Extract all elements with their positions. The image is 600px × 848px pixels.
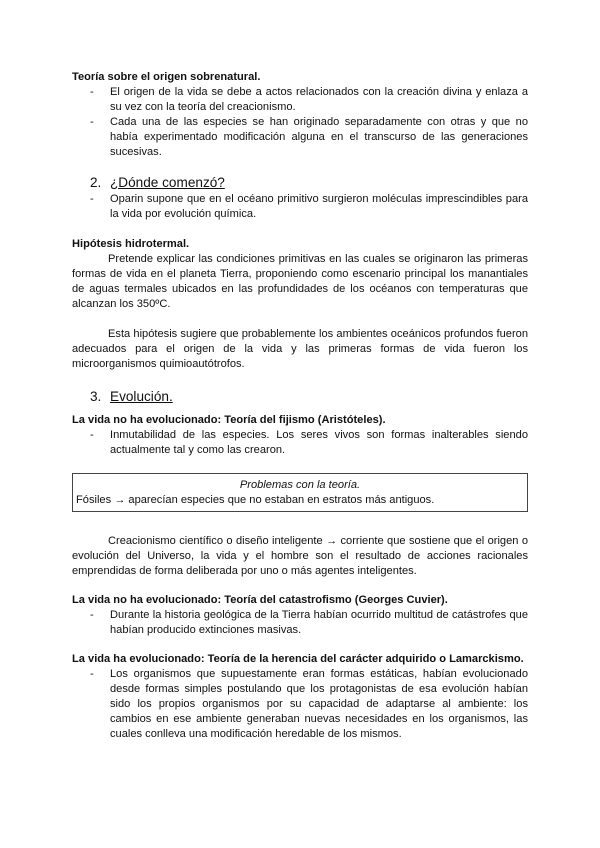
- origin-heading: Teoría sobre el origen sobrenatural.: [72, 71, 261, 83]
- problems-box-text: Fósiles → aparecían especies que no estaban en estratos más antiguos.: [76, 494, 435, 506]
- list-item-text: Inmutabilidad de las especies. Los seres vivos son formas inalterables siendo actualmente tal y como las crearon.: [110, 429, 528, 456]
- section-2-heading: [72, 174, 528, 192]
- list-item: [72, 608, 528, 638]
- bullet-dash: -: [90, 116, 94, 128]
- list-item-text: Durante la historia geológica de la Tierra habían ocurrido multitud de catástrofes que habían producido extinciones masivas.: [110, 609, 528, 636]
- fijismo-heading: La vida no ha evolucionado: Teoría del fijismo (Aristóteles).: [72, 414, 386, 426]
- section-3-heading: [72, 388, 528, 406]
- list-item-text: Cada una de las especies se han originado separadamente con otras y que no había experimentado modificación alguna en el transcurso de las generaciones sucesivas.: [110, 116, 528, 158]
- catastrofismo-heading: La vida no ha evolucionado: Teoría del catastrofismo (Georges Cuvier).: [72, 594, 448, 606]
- problems-box: [72, 473, 528, 512]
- bullet-dash: -: [90, 609, 94, 621]
- list-item: [72, 428, 528, 458]
- list-item-text: Oparin supone que en el océano primitivo surgieron moléculas imprescindibles para la vida por evolución química.: [110, 193, 528, 220]
- section-number: 3.: [90, 389, 102, 404]
- bullet-dash: -: [90, 429, 94, 441]
- fijismo-bullet-list: [72, 428, 528, 458]
- problems-box-title: Problemas con la teoría.: [239, 479, 361, 491]
- lamarck-heading: La vida ha evolucionado: Teoría de la herencia del carácter adquirido o Lamarckismo.: [72, 653, 524, 665]
- bullet-dash: -: [90, 193, 94, 205]
- document-page: [72, 70, 528, 742]
- section-title: ¿Dónde comenzó?: [110, 175, 225, 190]
- lamarck-bullet-list: [72, 667, 528, 742]
- list-item-text: Los organismos que supuestamente eran formas estáticas, habían evolucionado desde formas simples postulando que los protagonistas de esa evolución habían sido los propios organismos por su capacidad de adaptarse al ambiente: los cambios en ese ambiente generaban nuevas necesidades en los organismos, las cuales conlleva una modificación heredable de los mismos.: [110, 668, 528, 740]
- hydrothermal-paragraph-1: Pretende explicar las condiciones primitivas en las cuales se originaron las primeras formas de vida en el planeta Tierra, proponiendo como escenario principal los manantiales de aguas termales ubicados en las profundidades de los océanos con temperaturas que alcanzan los 350ºC.: [72, 253, 528, 310]
- catastrofismo-bullet-list: [72, 608, 528, 638]
- list-item: [72, 192, 528, 222]
- section-title: Evolución.: [110, 389, 173, 404]
- bullet-dash: -: [90, 668, 94, 680]
- list-item-text: El origen de la vida se debe a actos relacionados con la creación divina y enlaza a su vez con la teoría del creacionismo.: [110, 86, 528, 113]
- hydrothermal-paragraph-2: Esta hipótesis sugiere que probablemente los ambientes oceánicos profundos fueron adecuados para el origen de la vida y las primeras formas de vida fueron los microorganismos quimioautótrofos.: [72, 328, 528, 370]
- origin-bullet-list: [72, 85, 528, 160]
- section-number: 2.: [90, 175, 102, 190]
- hydrothermal-heading: Hipótesis hidrotermal.: [72, 238, 190, 250]
- list-item: [72, 667, 528, 742]
- bullet-dash: -: [90, 86, 94, 98]
- list-item: [72, 85, 528, 115]
- creacionismo-paragraph: Creacionismo científico o diseño inteligente → corriente que sostiene que el origen o evolución del Universo, la vida y el hombre son el resultado de acciones racionales emprendidas de forma deliberada por uno o más agentes inteligentes.: [72, 535, 528, 577]
- list-item: [72, 115, 528, 160]
- section-2-bullet-list: [72, 192, 528, 222]
